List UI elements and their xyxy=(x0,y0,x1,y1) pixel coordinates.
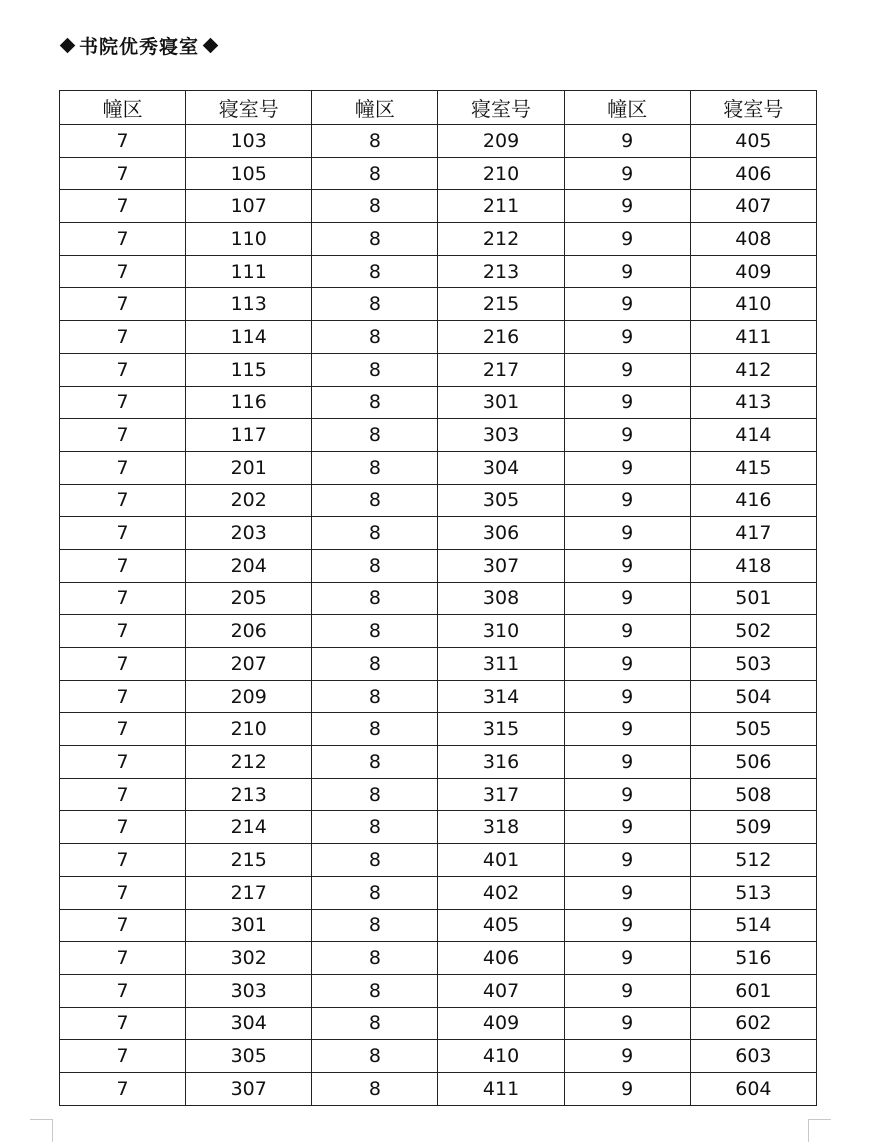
table-row xyxy=(60,386,817,419)
building-cell: 7 xyxy=(60,909,186,942)
building-cell: 7 xyxy=(60,125,186,158)
room-cell: 505 xyxy=(690,713,816,746)
table-row xyxy=(60,1007,817,1040)
building-cell: 7 xyxy=(60,353,186,386)
building-cell: 8 xyxy=(312,549,438,582)
building-cell: 8 xyxy=(312,713,438,746)
room-cell: 502 xyxy=(690,615,816,648)
building-cell: 9 xyxy=(564,157,690,190)
building-cell: 9 xyxy=(564,974,690,1007)
page-title-text: 书院优秀寝室 xyxy=(79,35,200,58)
building-cell: 8 xyxy=(312,876,438,909)
building-cell: 9 xyxy=(564,353,690,386)
diamond-icon xyxy=(60,37,76,53)
room-cell: 304 xyxy=(438,451,564,484)
table-row xyxy=(60,517,817,550)
room-cell: 305 xyxy=(438,484,564,517)
room-cell: 206 xyxy=(186,615,312,648)
room-cell: 405 xyxy=(438,909,564,942)
room-cell: 415 xyxy=(690,451,816,484)
header-building-2: 幢区 xyxy=(312,91,438,125)
building-cell: 7 xyxy=(60,223,186,256)
building-cell: 9 xyxy=(564,909,690,942)
building-cell: 9 xyxy=(564,190,690,223)
room-cell: 117 xyxy=(186,419,312,452)
building-cell: 8 xyxy=(312,255,438,288)
table-row xyxy=(60,157,817,190)
table-row xyxy=(60,811,817,844)
room-cell: 310 xyxy=(438,615,564,648)
building-cell: 9 xyxy=(564,125,690,158)
building-cell: 8 xyxy=(312,157,438,190)
room-cell: 401 xyxy=(438,844,564,877)
room-cell: 212 xyxy=(438,223,564,256)
building-cell: 7 xyxy=(60,157,186,190)
room-cell: 408 xyxy=(690,223,816,256)
room-cell: 406 xyxy=(690,157,816,190)
room-cell: 311 xyxy=(438,648,564,681)
building-cell: 9 xyxy=(564,942,690,975)
room-cell: 406 xyxy=(438,942,564,975)
room-cell: 304 xyxy=(186,1007,312,1040)
building-cell: 7 xyxy=(60,713,186,746)
room-cell: 204 xyxy=(186,549,312,582)
table-row xyxy=(60,451,817,484)
room-cell: 301 xyxy=(438,386,564,419)
room-cell: 601 xyxy=(690,974,816,1007)
header-building-3: 幢区 xyxy=(564,91,690,125)
page-corner-mark xyxy=(30,1119,53,1142)
building-cell: 9 xyxy=(564,255,690,288)
table-row xyxy=(60,844,817,877)
room-cell: 604 xyxy=(690,1072,816,1105)
room-cell: 110 xyxy=(186,223,312,256)
table-row xyxy=(60,125,817,158)
building-cell: 8 xyxy=(312,942,438,975)
header-room-2: 寝室号 xyxy=(438,91,564,125)
room-cell: 402 xyxy=(438,876,564,909)
building-cell: 9 xyxy=(564,451,690,484)
room-cell: 508 xyxy=(690,778,816,811)
table-row xyxy=(60,746,817,779)
room-cell: 306 xyxy=(438,517,564,550)
building-cell: 7 xyxy=(60,582,186,615)
building-cell: 7 xyxy=(60,451,186,484)
room-cell: 307 xyxy=(186,1072,312,1105)
building-cell: 8 xyxy=(312,648,438,681)
header-room-1: 寝室号 xyxy=(186,91,312,125)
building-cell: 7 xyxy=(60,386,186,419)
room-cell: 207 xyxy=(186,648,312,681)
room-cell: 305 xyxy=(186,1040,312,1073)
building-cell: 7 xyxy=(60,778,186,811)
building-cell: 8 xyxy=(312,582,438,615)
room-cell: 501 xyxy=(690,582,816,615)
table-row xyxy=(60,680,817,713)
room-cell: 105 xyxy=(186,157,312,190)
table-row xyxy=(60,778,817,811)
room-cell: 407 xyxy=(438,974,564,1007)
room-cell: 411 xyxy=(690,321,816,354)
building-cell: 7 xyxy=(60,1040,186,1073)
building-cell: 7 xyxy=(60,615,186,648)
room-cell: 203 xyxy=(186,517,312,550)
building-cell: 9 xyxy=(564,844,690,877)
table-row xyxy=(60,484,817,517)
room-cell: 514 xyxy=(690,909,816,942)
room-cell: 314 xyxy=(438,680,564,713)
building-cell: 7 xyxy=(60,190,186,223)
building-cell: 7 xyxy=(60,648,186,681)
room-cell: 217 xyxy=(186,876,312,909)
building-cell: 8 xyxy=(312,386,438,419)
room-cell: 503 xyxy=(690,648,816,681)
room-cell: 107 xyxy=(186,190,312,223)
room-cell: 513 xyxy=(690,876,816,909)
room-cell: 506 xyxy=(690,746,816,779)
table-row xyxy=(60,419,817,452)
room-cell: 202 xyxy=(186,484,312,517)
building-cell: 8 xyxy=(312,746,438,779)
building-cell: 7 xyxy=(60,484,186,517)
room-cell: 116 xyxy=(186,386,312,419)
room-cell: 205 xyxy=(186,582,312,615)
room-cell: 210 xyxy=(186,713,312,746)
building-cell: 7 xyxy=(60,942,186,975)
room-cell: 209 xyxy=(438,125,564,158)
building-cell: 8 xyxy=(312,517,438,550)
room-cell: 303 xyxy=(186,974,312,1007)
table-row xyxy=(60,223,817,256)
building-cell: 9 xyxy=(564,713,690,746)
building-cell: 8 xyxy=(312,1040,438,1073)
room-cell: 216 xyxy=(438,321,564,354)
building-cell: 8 xyxy=(312,321,438,354)
building-cell: 8 xyxy=(312,974,438,1007)
room-cell: 103 xyxy=(186,125,312,158)
room-cell: 512 xyxy=(690,844,816,877)
building-cell: 7 xyxy=(60,876,186,909)
header-building-1: 幢区 xyxy=(60,91,186,125)
building-cell: 7 xyxy=(60,844,186,877)
building-cell: 8 xyxy=(312,125,438,158)
room-cell: 411 xyxy=(438,1072,564,1105)
table-row xyxy=(60,648,817,681)
room-cell: 209 xyxy=(186,680,312,713)
room-cell: 509 xyxy=(690,811,816,844)
building-cell: 8 xyxy=(312,909,438,942)
room-cell: 303 xyxy=(438,419,564,452)
building-cell: 9 xyxy=(564,1007,690,1040)
room-cell: 318 xyxy=(438,811,564,844)
room-cell: 602 xyxy=(690,1007,816,1040)
building-cell: 9 xyxy=(564,876,690,909)
room-cell: 113 xyxy=(186,288,312,321)
building-cell: 8 xyxy=(312,288,438,321)
building-cell: 7 xyxy=(60,255,186,288)
room-cell: 302 xyxy=(186,942,312,975)
building-cell: 8 xyxy=(312,1072,438,1105)
building-cell: 8 xyxy=(312,615,438,648)
building-cell: 9 xyxy=(564,549,690,582)
room-cell: 212 xyxy=(186,746,312,779)
room-cell: 308 xyxy=(438,582,564,615)
room-cell: 115 xyxy=(186,353,312,386)
building-cell: 7 xyxy=(60,549,186,582)
building-cell: 9 xyxy=(564,419,690,452)
building-cell: 8 xyxy=(312,1007,438,1040)
table-row xyxy=(60,1072,817,1105)
room-cell: 405 xyxy=(690,125,816,158)
building-cell: 9 xyxy=(564,680,690,713)
table-row xyxy=(60,909,817,942)
room-cell: 315 xyxy=(438,713,564,746)
table-row xyxy=(60,190,817,223)
building-cell: 8 xyxy=(312,811,438,844)
building-cell: 9 xyxy=(564,321,690,354)
room-cell: 410 xyxy=(438,1040,564,1073)
building-cell: 8 xyxy=(312,680,438,713)
room-cell: 211 xyxy=(438,190,564,223)
building-cell: 9 xyxy=(564,582,690,615)
building-cell: 9 xyxy=(564,615,690,648)
table-row xyxy=(60,615,817,648)
dorm-table xyxy=(59,90,817,1106)
building-cell: 7 xyxy=(60,288,186,321)
building-cell: 7 xyxy=(60,321,186,354)
table-body xyxy=(60,125,817,1106)
building-cell: 8 xyxy=(312,353,438,386)
header-room-3: 寝室号 xyxy=(690,91,816,125)
room-cell: 504 xyxy=(690,680,816,713)
room-cell: 516 xyxy=(690,942,816,975)
building-cell: 7 xyxy=(60,1072,186,1105)
table-row xyxy=(60,582,817,615)
building-cell: 8 xyxy=(312,778,438,811)
room-cell: 418 xyxy=(690,549,816,582)
building-cell: 8 xyxy=(312,419,438,452)
building-cell: 9 xyxy=(564,648,690,681)
building-cell: 9 xyxy=(564,811,690,844)
table-row xyxy=(60,549,817,582)
room-cell: 407 xyxy=(690,190,816,223)
room-cell: 413 xyxy=(690,386,816,419)
building-cell: 9 xyxy=(564,386,690,419)
building-cell: 9 xyxy=(564,746,690,779)
page-corner-mark xyxy=(808,1119,831,1142)
table-row xyxy=(60,288,817,321)
room-cell: 301 xyxy=(186,909,312,942)
table-row xyxy=(60,974,817,1007)
table-row xyxy=(60,713,817,746)
building-cell: 7 xyxy=(60,517,186,550)
room-cell: 114 xyxy=(186,321,312,354)
building-cell: 9 xyxy=(564,1040,690,1073)
room-cell: 111 xyxy=(186,255,312,288)
room-cell: 215 xyxy=(438,288,564,321)
page-title xyxy=(56,30,222,60)
room-cell: 201 xyxy=(186,451,312,484)
table-row xyxy=(60,321,817,354)
building-cell: 7 xyxy=(60,1007,186,1040)
room-cell: 215 xyxy=(186,844,312,877)
table-row xyxy=(60,942,817,975)
room-cell: 214 xyxy=(186,811,312,844)
room-cell: 416 xyxy=(690,484,816,517)
room-cell: 417 xyxy=(690,517,816,550)
diamond-icon xyxy=(203,37,219,53)
building-cell: 7 xyxy=(60,746,186,779)
building-cell: 8 xyxy=(312,190,438,223)
building-cell: 7 xyxy=(60,419,186,452)
room-cell: 412 xyxy=(690,353,816,386)
building-cell: 8 xyxy=(312,844,438,877)
room-cell: 213 xyxy=(186,778,312,811)
building-cell: 7 xyxy=(60,680,186,713)
room-cell: 210 xyxy=(438,157,564,190)
building-cell: 9 xyxy=(564,778,690,811)
table-row xyxy=(60,1040,817,1073)
table-row xyxy=(60,255,817,288)
building-cell: 8 xyxy=(312,484,438,517)
table-row xyxy=(60,353,817,386)
building-cell: 8 xyxy=(312,223,438,256)
building-cell: 8 xyxy=(312,451,438,484)
building-cell: 7 xyxy=(60,974,186,1007)
room-cell: 217 xyxy=(438,353,564,386)
room-cell: 409 xyxy=(690,255,816,288)
room-cell: 603 xyxy=(690,1040,816,1073)
building-cell: 9 xyxy=(564,223,690,256)
room-cell: 409 xyxy=(438,1007,564,1040)
building-cell: 9 xyxy=(564,484,690,517)
table-header-row xyxy=(60,91,817,125)
room-cell: 316 xyxy=(438,746,564,779)
room-cell: 307 xyxy=(438,549,564,582)
building-cell: 9 xyxy=(564,1072,690,1105)
building-cell: 7 xyxy=(60,811,186,844)
table-row xyxy=(60,876,817,909)
room-cell: 414 xyxy=(690,419,816,452)
building-cell: 9 xyxy=(564,517,690,550)
room-cell: 317 xyxy=(438,778,564,811)
room-cell: 410 xyxy=(690,288,816,321)
room-cell: 213 xyxy=(438,255,564,288)
building-cell: 9 xyxy=(564,288,690,321)
